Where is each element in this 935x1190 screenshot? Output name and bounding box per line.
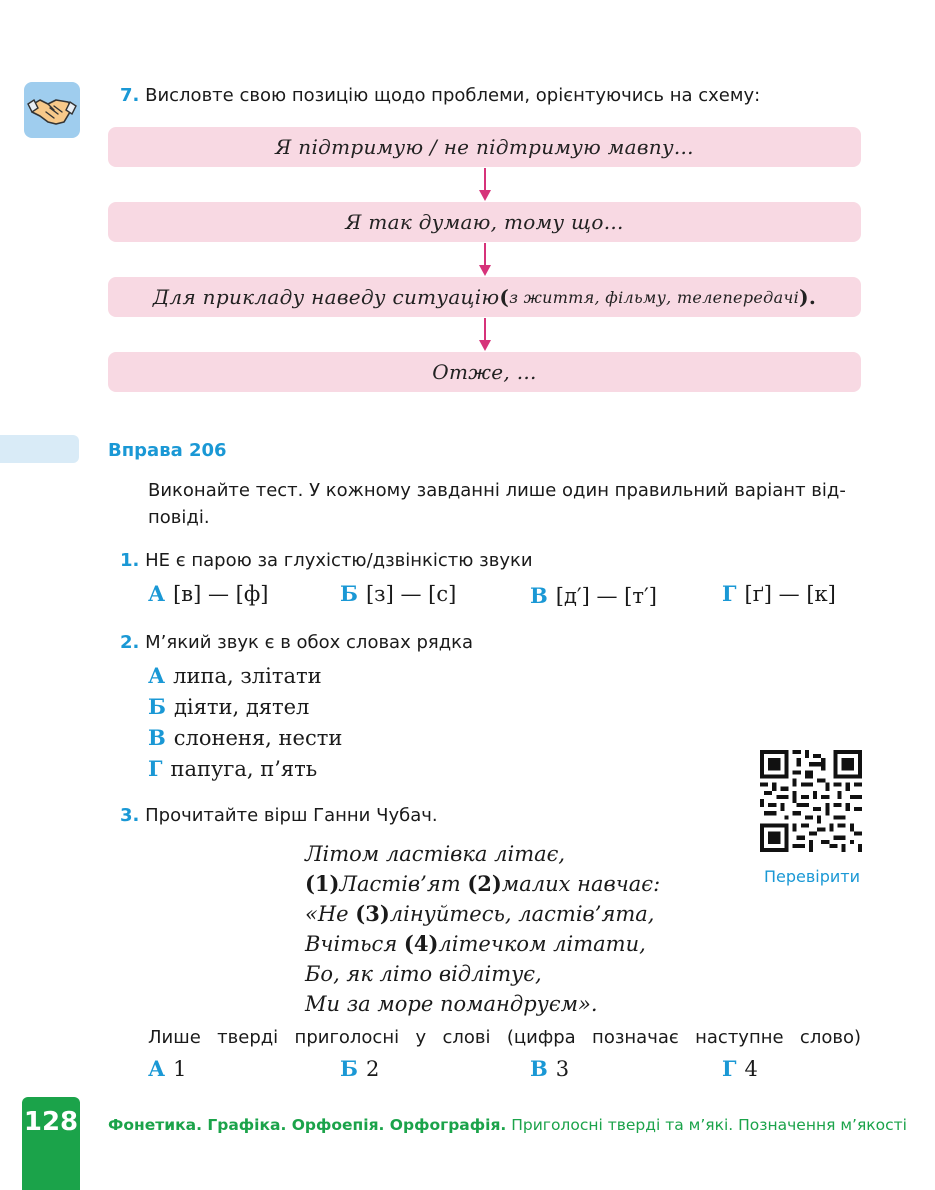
poem-line: Ми за море помандруєм». [305,992,598,1016]
q2-option-a[interactable]: А липа, злітати [148,663,322,688]
side-tab [0,435,79,463]
q1-option-a[interactable]: А [в] — [ф] [148,581,269,606]
q2-option-b[interactable]: Б діяти, дятел [148,694,310,719]
arrow-down-icon [478,318,492,352]
arrow-down-icon [478,168,492,202]
question-3-text: Лише тверді приголосні у слові (цифра позначає наступне слово) [148,1027,861,1048]
exercise-title: Вправа 206 [108,440,227,461]
poem-line: (1)Ластів’ят (2)малих навчає: [305,871,661,896]
footer-running-title [108,1116,907,1134]
scheme-box-2: Я так думаю, тому що... [108,202,861,242]
task-number: 7. [120,85,140,106]
scheme-box-3: Для прикладу наведу ситуацію ( з життя, фільму, телепередачі ). [108,277,861,317]
task-7-prompt [120,85,760,106]
q3-option-b[interactable]: Б 2 [340,1056,380,1081]
q1-option-v[interactable]: В [д′] — [т′] [530,583,657,608]
poem-line: «Не (3)лінуйтесь, ластів’ята, [305,901,655,926]
handshake-icon [24,82,80,138]
qr-code-icon[interactable] [760,750,862,852]
poem-line: Літом ластівка літає, [305,842,566,866]
question-1: 1. НЕ є парою за глухістю/дзвінкістю звуки [120,550,533,571]
poem [305,839,660,1019]
arrow-down-icon [478,243,492,277]
q2-option-v[interactable]: В слоненя, нести [148,725,343,750]
page-number: 128 [23,1107,79,1137]
task-text: Висловте свою позицію щодо проблеми, орієнтуючись на схему: [145,85,761,106]
scheme-box-4: Отже, ... [108,352,861,392]
check-link[interactable]: Перевірити [764,867,861,886]
q2-option-g[interactable]: Г папуга, п’ять [148,756,318,781]
footer-topic: Приголосні тверді та м’які. Позначення м’якості [511,1116,907,1134]
exercise-instruction: Виконайте тест. У кожному завданні лише один правильний варіант від- повіді. [148,480,846,528]
q1-option-b[interactable]: Б [з] — [с] [340,581,457,606]
q3-option-v[interactable]: В 3 [530,1056,570,1081]
q1-option-g[interactable]: Г [ґ] — [к] [722,581,836,606]
q3-option-g[interactable]: Г 4 [722,1056,758,1081]
poem-line: Бо, як літо відлітує, [305,962,542,986]
q3-option-a[interactable]: А 1 [148,1056,187,1081]
question-2: 2. М’який звук є в обох словах рядка [120,632,474,653]
poem-line: Вчіться (4)літечком літати, [305,931,646,956]
question-3: 3. Прочитайте вірш Ганни Чубач. [120,805,438,826]
scheme-box-1: Я підтримую / не підтримую мавпу... [108,127,861,167]
footer-section: Фонетика. Графіка. Орфоепія. Орфографія. [108,1116,507,1134]
